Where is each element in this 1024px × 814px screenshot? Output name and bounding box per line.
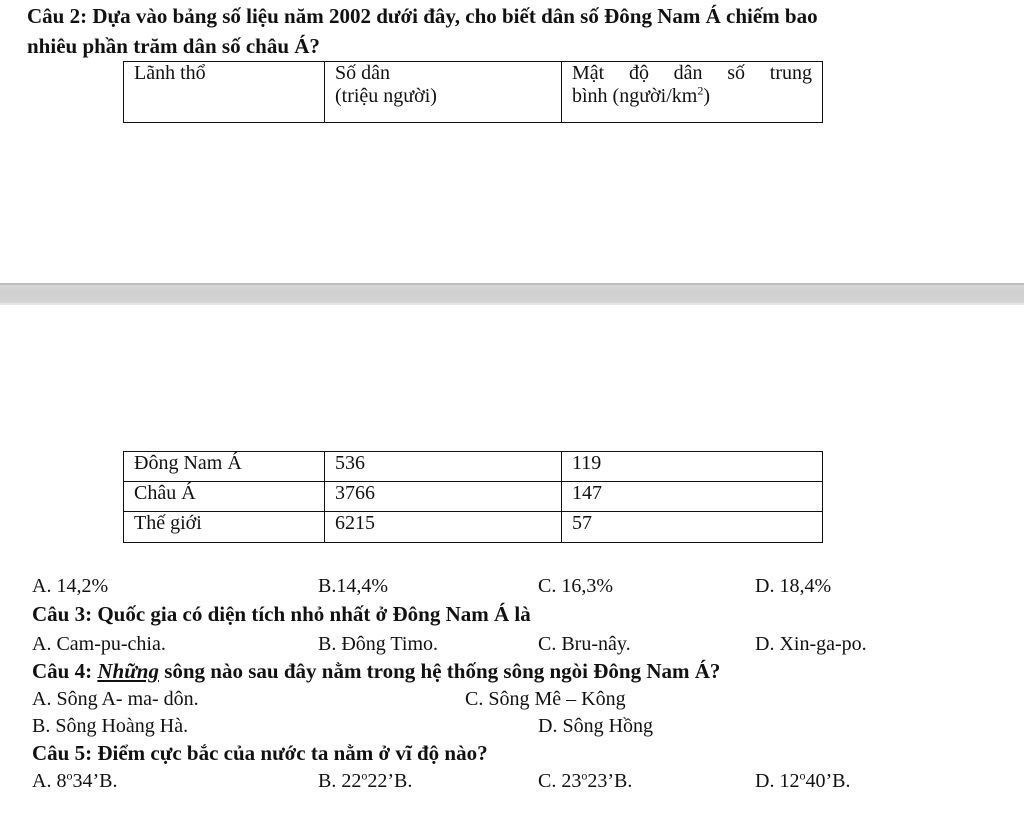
table-row: Đông Nam Á 536 119 (124, 452, 823, 482)
page-separator (0, 283, 1024, 305)
header-population: Số dân (triệu người) (325, 62, 562, 123)
question-5-text: Câu 5: Điểm cực bắc của nước ta nằm ở vĩ độ nào? (32, 741, 488, 765)
document-page-bottom (0, 305, 1024, 814)
q2-option-b: B.14,4% (318, 575, 388, 597)
document-page-top (0, 0, 1024, 283)
q4-option-d: D. Sông Hồng (538, 715, 654, 737)
q3-option-a: A. Cam-pu-chia. (32, 633, 166, 655)
data-table-header (123, 61, 823, 123)
q2-option-c: C. 16,3% (538, 575, 613, 597)
q4-option-b: B. Sông Hoàng Hà. (32, 715, 189, 737)
question-2-text-line2: nhiêu phần trăm dân số châu Á? (27, 34, 320, 58)
q2-option-d: D. 18,4% (755, 575, 832, 597)
q3-option-b: B. Đông Timo. (318, 633, 439, 655)
question-3-text: Câu 3: Quốc gia có diện tích nhỏ nhất ở Đông Nam Á là (32, 602, 531, 626)
q3-option-c: C. Bru-nây. (538, 633, 631, 655)
q5-option-b: B. 22$^o$22’B. (318, 768, 413, 792)
header-territory: Lãnh thổ (124, 62, 325, 123)
q3-option-d: D. Xin-ga-po. (755, 633, 867, 655)
q5-option-c: C. 23$^o$23’B. (538, 768, 633, 792)
q5-option-a: A. 8$^o$34’B. (32, 768, 118, 792)
header-density: Mật độ dân số trung bình $(người/km^2)$ (562, 62, 823, 123)
q4-option-a: A. Sông A- ma- dôn. (32, 688, 199, 710)
question-2-text-line1: Câu 2: Dựa vào bảng số liệu năm 2002 dưới đây, cho biết dân số Đông Nam Á chiếm bao (27, 4, 818, 28)
q5-option-d: D. 12$^o$40’B. (755, 768, 851, 792)
table-row: Thế giới 6215 57 (124, 512, 823, 543)
q2-option-a: A. 14,2% (32, 575, 109, 597)
question-4-text: Câu 4: Những sông nào sau đây nằm trong hệ thống sông ngòi Đông Nam Á? (32, 659, 721, 683)
q4-option-c: C. Sông Mê – Kông (465, 688, 626, 710)
table-row: Châu Á 3766 147 (124, 482, 823, 512)
data-table-body (123, 451, 823, 543)
